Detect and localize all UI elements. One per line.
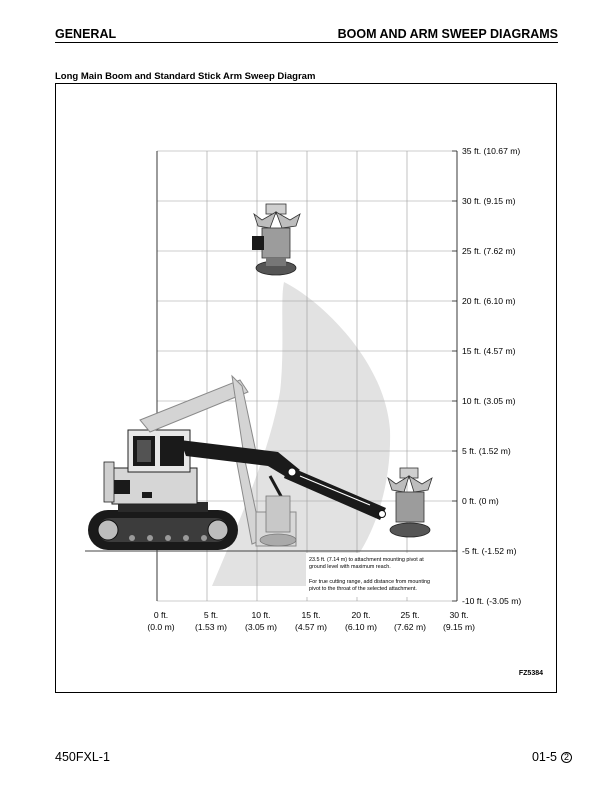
figure-code: FZ5384 (518, 670, 543, 677)
footer-page-number: 01-5 (531, 750, 557, 764)
x-label-10-ft: 10 ft. (251, 610, 271, 620)
y-label-10: 10 ft. (3.05 m) (462, 396, 516, 406)
y-label-20: 20 ft. (6.10 m) (462, 296, 516, 306)
x-label-5-ft: 5 ft. (203, 610, 219, 620)
x-axis-labels (147, 610, 475, 632)
y-label-35: 35 ft. (10.67 m) (462, 146, 521, 156)
sweep-envelope (212, 282, 390, 586)
felling-head-reach (388, 468, 432, 537)
y-label-0: 0 ft. (0 m) (462, 496, 499, 506)
note-line-1: 23.5 ft. (7.14 m) to attachment mounting pivot at (309, 557, 424, 563)
x-label-0-m: (0.0 m) (147, 622, 175, 632)
header-section: GENERAL (55, 27, 117, 41)
x-label-15-ft: 15 ft. (301, 610, 321, 620)
x-label-20-ft: 20 ft. (351, 610, 371, 620)
note-line-3: For true cutting range, add distance from mounting (309, 579, 431, 585)
x-label-15-m: (4.57 m) (295, 622, 327, 632)
x-label-25-m: (7.62 m) (394, 622, 426, 632)
revision-badge: 2 (561, 752, 572, 763)
y-axis-ticks (452, 151, 457, 601)
header-chapter: BOOM AND ARM SWEEP DIAGRAMS (337, 27, 558, 41)
x-label-20-m: (6.10 m) (345, 622, 377, 632)
note-line-2: ground level with maximum reach. (309, 564, 391, 570)
footer-page (532, 750, 572, 764)
x-label-30-ft: 30 ft. (449, 610, 469, 620)
x-label-0-ft: 0 ft. (153, 610, 169, 620)
y-label-25: 25 ft. (7.62 m) (462, 246, 516, 256)
x-label-10-m: (3.05 m) (245, 622, 277, 632)
y-label-5: 5 ft. (1.52 m) (462, 446, 511, 456)
felling-head-top (252, 204, 300, 275)
x-label-25-ft: 25 ft. (400, 610, 420, 620)
note-line-4: pivot to the throat of the selected attachment. (309, 586, 417, 592)
track-assembly (88, 502, 238, 550)
footer-model: 450FXL-1 (55, 750, 110, 764)
x-label-30-m: (9.15 m) (443, 622, 475, 632)
figure-title: Long Main Boom and Standard Stick Arm Sweep Diagram (55, 71, 316, 82)
y-label-30: 30 ft. (9.15 m) (462, 196, 516, 206)
y-axis-labels (462, 146, 521, 606)
y-label-minus-10: -10 ft. (-3.05 m) (462, 596, 522, 606)
y-label-minus-5: -5 ft. (-1.52 m) (462, 546, 517, 556)
y-label-15: 15 ft. (4.57 m) (462, 346, 516, 356)
x-label-5-m: (1.53 m) (195, 622, 227, 632)
